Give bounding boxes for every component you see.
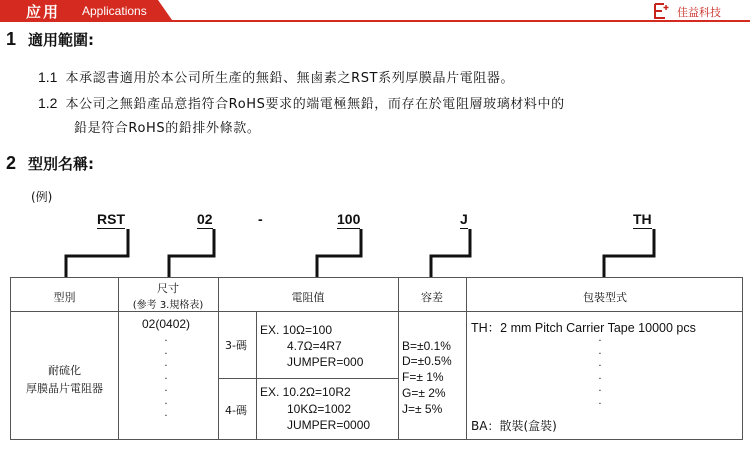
section-1-title: 適用範圍:: [28, 31, 95, 49]
header-tolerance: 容差: [421, 291, 443, 304]
tolerance-f: F=± 1%: [402, 370, 444, 384]
example-label: (例): [31, 190, 53, 204]
package-dots: [595, 336, 605, 411]
section-2-number: 2: [6, 153, 17, 173]
package-dot: ·: [598, 373, 602, 385]
tolerance-j: J=± 5%: [402, 402, 443, 416]
item-1-2-number: 1.2: [38, 95, 58, 111]
section-2-title: 型別名稱:: [28, 155, 95, 173]
header-rule: [0, 20, 750, 22]
type-value-2: 厚膜晶片電阻器: [26, 382, 103, 395]
header-size: 尺寸: [157, 282, 179, 295]
tolerance-g: G=± 2%: [402, 386, 446, 400]
size-dots: [161, 336, 171, 424]
size-dot: ·: [164, 398, 168, 410]
code-tolerance: [460, 211, 468, 227]
package-dot: ·: [598, 398, 602, 410]
code-package-text: TH: [633, 211, 652, 227]
digit4-label: 4-碼: [225, 404, 247, 417]
header-type: 型別: [53, 291, 76, 304]
digit4-line-3: JUMPER=0000: [287, 418, 371, 432]
code-size: [197, 211, 213, 227]
package-dot: ·: [598, 386, 602, 397]
item-1-2-text: 本公司之無鉛產品意指符合RoHS要求的端電極無鉛，而存在於電阻層玻璃材料中的: [65, 97, 565, 112]
package-dot: ·: [598, 336, 602, 347]
digit4-line-2: 10KΩ=1002: [287, 402, 352, 416]
header-size-note: (參考 3.規格表): [132, 300, 204, 311]
size-dot: ·: [164, 411, 168, 422]
tolerance-d: D=±0.5%: [402, 354, 452, 368]
type-value-1: 耐硫化: [48, 364, 81, 377]
tolerance-b: B=±0.1%: [402, 339, 451, 353]
package-ba: BA：散裝(盒裝): [471, 419, 557, 433]
code-tolerance-text: J: [460, 211, 468, 227]
code-size-text: 02: [197, 211, 213, 227]
item-1-1-number: 1.1: [38, 69, 58, 85]
naming-table: [10, 277, 743, 440]
size-dot: ·: [164, 336, 168, 347]
item-1-2-continuation: 鉛是符合RoHS的鉛排外條款。: [74, 121, 261, 136]
code-package: [633, 211, 652, 227]
package-dot: ·: [598, 361, 602, 372]
code-resistance: [337, 211, 360, 227]
item-1-2: [38, 93, 565, 112]
digit3-line-1: EX. 10Ω=100: [260, 323, 333, 337]
header-package: 包裝型式: [583, 291, 627, 304]
size-dot: ·: [164, 348, 168, 360]
header-title-en: Applications: [82, 4, 147, 18]
package-th: TH：2 mm Pitch Carrier Tape 10000 pcs: [471, 321, 696, 335]
page-header: [0, 0, 750, 22]
package-dot: ·: [598, 348, 602, 360]
section-1-heading: [6, 29, 94, 50]
size-dot: ·: [164, 361, 168, 372]
item-1-1-text: 本承認書適用於本公司所生產的無鉛、無鹵素之RST系列厚膜晶片電阻器。: [65, 71, 515, 86]
header-resistance: 電阻值: [291, 291, 325, 304]
brand-name: 佳益科技: [677, 6, 721, 19]
size-dot: ·: [164, 373, 168, 385]
size-dot: ·: [164, 386, 168, 397]
header-title-cn: 应用: [26, 3, 61, 21]
section-1-number: 1: [6, 29, 17, 49]
size-value: 02(0402): [142, 317, 191, 331]
digit3-line-2: 4.7Ω=4R7: [287, 339, 342, 353]
digit4-line-1: EX. 10.2Ω=10R2: [260, 385, 351, 399]
section-2-heading: [6, 153, 94, 174]
digit3-line-3: JUMPER=000: [287, 355, 364, 369]
code-rst: [97, 211, 125, 227]
digit3-label: 3-碼: [225, 339, 247, 352]
code-dash: -: [258, 211, 263, 227]
brand-e-icon: [652, 3, 670, 19]
code-resistance-text: 100: [337, 211, 361, 227]
code-rst-text: RST: [97, 211, 125, 227]
item-1-1: [38, 67, 514, 86]
